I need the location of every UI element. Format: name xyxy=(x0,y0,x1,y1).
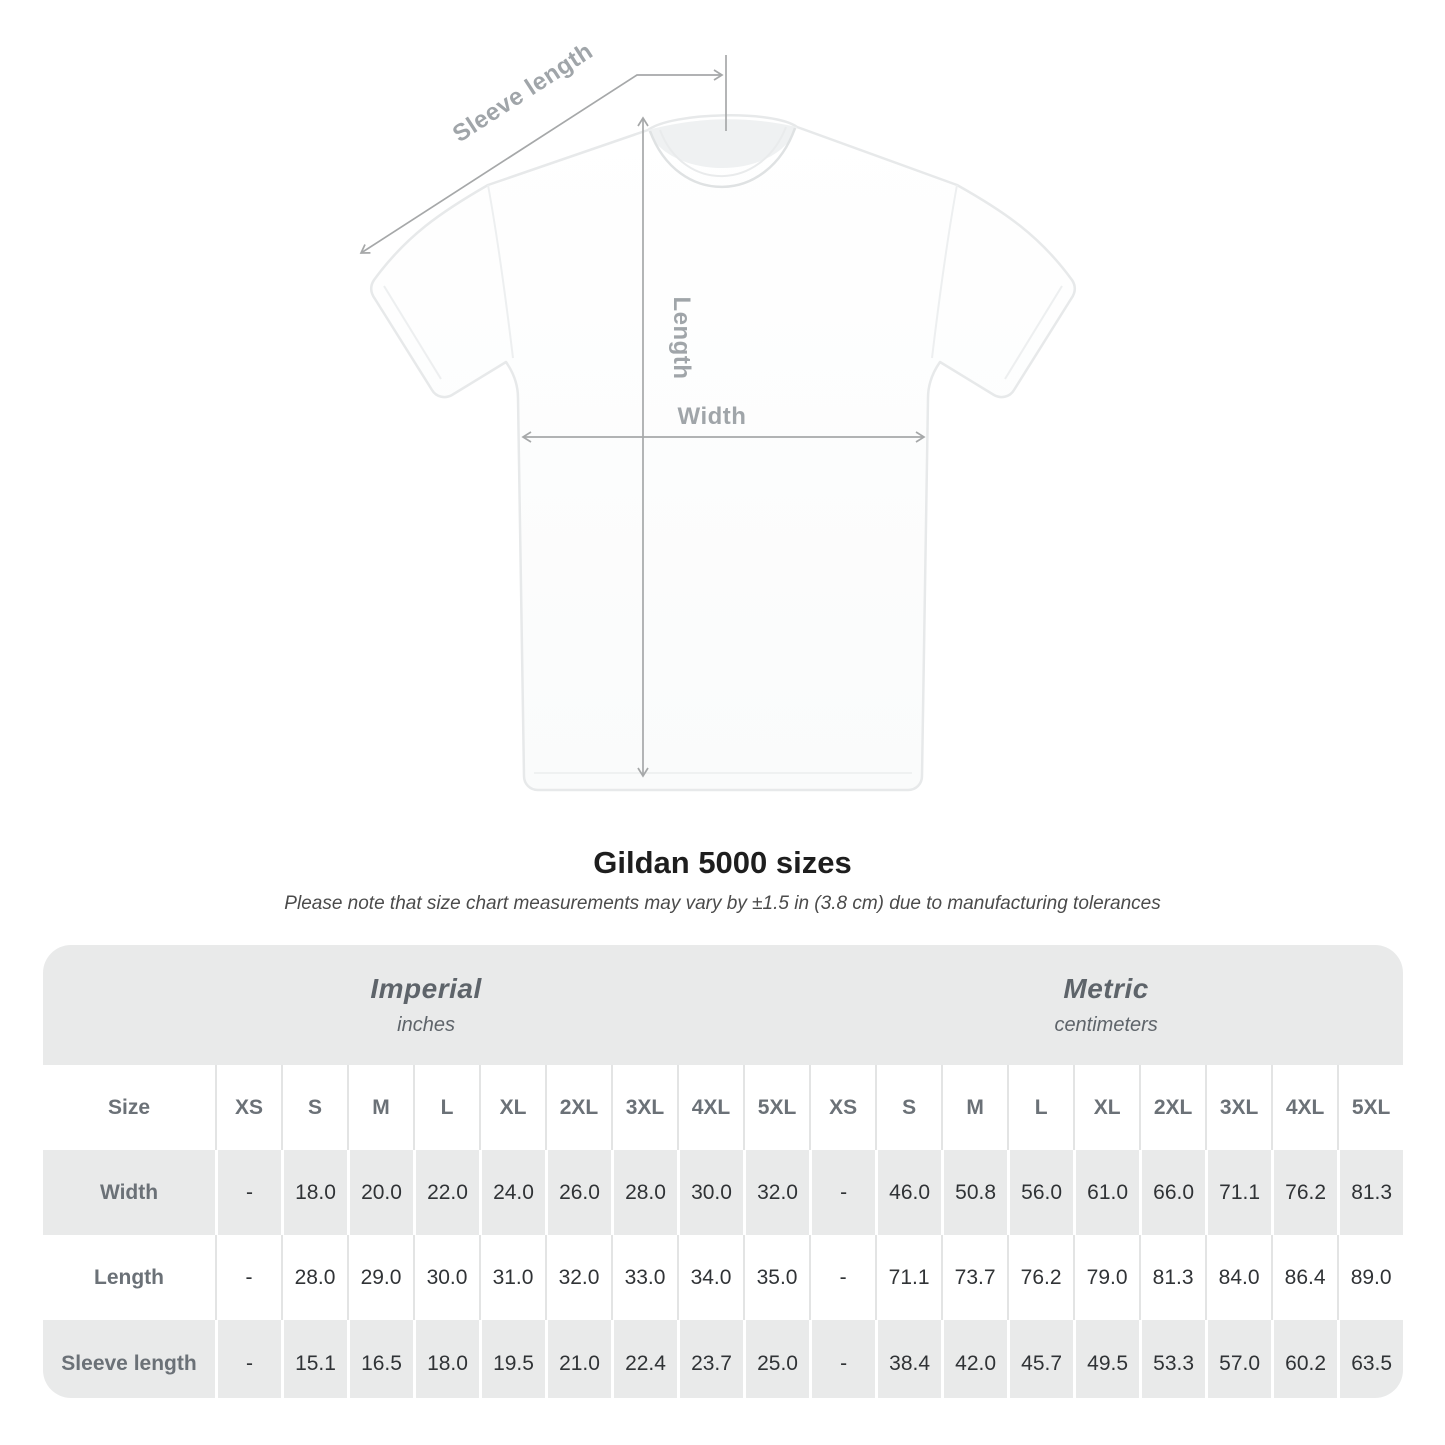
value-cell: 71.1 xyxy=(1205,1150,1271,1235)
value-cell: 35.0 xyxy=(743,1235,809,1320)
value-cell: 16.5 xyxy=(347,1320,413,1398)
sleeve-length-row xyxy=(43,1320,1403,1398)
value-cell: - xyxy=(215,1235,281,1320)
col-header: 3XL xyxy=(1205,1065,1271,1150)
value-cell: 76.2 xyxy=(1271,1150,1337,1235)
value-cell: 61.0 xyxy=(1073,1150,1139,1235)
value-cell: - xyxy=(809,1150,875,1235)
width-label: Width xyxy=(677,403,747,430)
value-cell: 30.0 xyxy=(413,1235,479,1320)
value-cell: 18.0 xyxy=(413,1320,479,1398)
value-cell: 46.0 xyxy=(875,1150,941,1235)
value-cell: 19.5 xyxy=(479,1320,545,1398)
col-header: L xyxy=(413,1065,479,1150)
value-cell: 81.3 xyxy=(1139,1235,1205,1320)
value-cell: 89.0 xyxy=(1337,1235,1403,1320)
col-header: L xyxy=(1007,1065,1073,1150)
value-cell: 28.0 xyxy=(611,1150,677,1235)
value-cell: 22.4 xyxy=(611,1320,677,1398)
value-cell: - xyxy=(809,1320,875,1398)
value-cell: 63.5 xyxy=(1337,1320,1403,1398)
value-cell: 25.0 xyxy=(743,1320,809,1398)
col-header: S xyxy=(281,1065,347,1150)
col-header: XS xyxy=(809,1065,875,1150)
col-header: XS xyxy=(215,1065,281,1150)
row-label: Sleeve length xyxy=(43,1320,215,1398)
value-cell: 28.0 xyxy=(281,1235,347,1320)
length-label: Length xyxy=(668,296,695,380)
value-cell: 30.0 xyxy=(677,1150,743,1235)
tshirt-graphic xyxy=(371,115,1075,790)
size-header-row xyxy=(43,1065,1403,1150)
value-cell: 79.0 xyxy=(1073,1235,1139,1320)
value-cell: 53.3 xyxy=(1139,1320,1205,1398)
col-header: M xyxy=(347,1065,413,1150)
value-cell: 71.1 xyxy=(875,1235,941,1320)
value-cell: 26.0 xyxy=(545,1150,611,1235)
page-title: Gildan 5000 sizes xyxy=(593,845,852,880)
row-label: Length xyxy=(43,1235,215,1320)
col-header: 3XL xyxy=(611,1065,677,1150)
col-header: XL xyxy=(1073,1065,1139,1150)
imperial-group-header xyxy=(43,945,809,1065)
value-cell: - xyxy=(215,1320,281,1398)
value-cell: 34.0 xyxy=(677,1235,743,1320)
tolerance-note: Please note that size chart measurements may vary by ±1.5 in (3.8 cm) due to manufacturing tolerances xyxy=(284,893,1161,914)
value-cell: 29.0 xyxy=(347,1235,413,1320)
metric-group-header xyxy=(809,945,1403,1065)
value-cell: - xyxy=(809,1235,875,1320)
value-cell: 60.2 xyxy=(1271,1320,1337,1398)
value-cell: 45.7 xyxy=(1007,1320,1073,1398)
value-cell: 50.8 xyxy=(941,1150,1007,1235)
unit-group-row xyxy=(43,945,1403,1065)
imperial-unit: inches xyxy=(397,1014,455,1036)
value-cell: 24.0 xyxy=(479,1150,545,1235)
col-header: S xyxy=(875,1065,941,1150)
row-label: Width xyxy=(43,1150,215,1235)
value-cell: 22.0 xyxy=(413,1150,479,1235)
value-cell: 20.0 xyxy=(347,1150,413,1235)
col-header: 2XL xyxy=(1139,1065,1205,1150)
col-header: 4XL xyxy=(677,1065,743,1150)
value-cell: 21.0 xyxy=(545,1320,611,1398)
value-cell: 73.7 xyxy=(941,1235,1007,1320)
value-cell: 86.4 xyxy=(1271,1235,1337,1320)
value-cell: 15.1 xyxy=(281,1320,347,1398)
size-chart xyxy=(43,945,1403,1398)
size-header: Size xyxy=(43,1065,215,1150)
value-cell: 81.3 xyxy=(1337,1150,1403,1235)
value-cell: 32.0 xyxy=(743,1150,809,1235)
value-cell: 57.0 xyxy=(1205,1320,1271,1398)
value-cell: 18.0 xyxy=(281,1150,347,1235)
value-cell: 23.7 xyxy=(677,1320,743,1398)
col-header: 5XL xyxy=(1337,1065,1403,1150)
metric-label: Metric xyxy=(1063,973,1149,1004)
value-cell: 56.0 xyxy=(1007,1150,1073,1235)
sleeve-length-label: Sleeve length xyxy=(447,37,598,148)
value-cell: 66.0 xyxy=(1139,1150,1205,1235)
metric-unit: centimeters xyxy=(1054,1014,1158,1036)
col-header: M xyxy=(941,1065,1007,1150)
value-cell: 33.0 xyxy=(611,1235,677,1320)
value-cell: 76.2 xyxy=(1007,1235,1073,1320)
col-header: XL xyxy=(479,1065,545,1150)
length-row xyxy=(43,1235,1403,1320)
width-row xyxy=(43,1150,1403,1235)
value-cell: - xyxy=(215,1150,281,1235)
value-cell: 31.0 xyxy=(479,1235,545,1320)
col-header: 5XL xyxy=(743,1065,809,1150)
value-cell: 38.4 xyxy=(875,1320,941,1398)
value-cell: 42.0 xyxy=(941,1320,1007,1398)
col-header: 4XL xyxy=(1271,1065,1337,1150)
value-cell: 49.5 xyxy=(1073,1320,1139,1398)
value-cell: 32.0 xyxy=(545,1235,611,1320)
value-cell: 84.0 xyxy=(1205,1235,1271,1320)
size-chart-table xyxy=(43,945,1403,1398)
col-header: 2XL xyxy=(545,1065,611,1150)
imperial-label: Imperial xyxy=(370,973,482,1004)
